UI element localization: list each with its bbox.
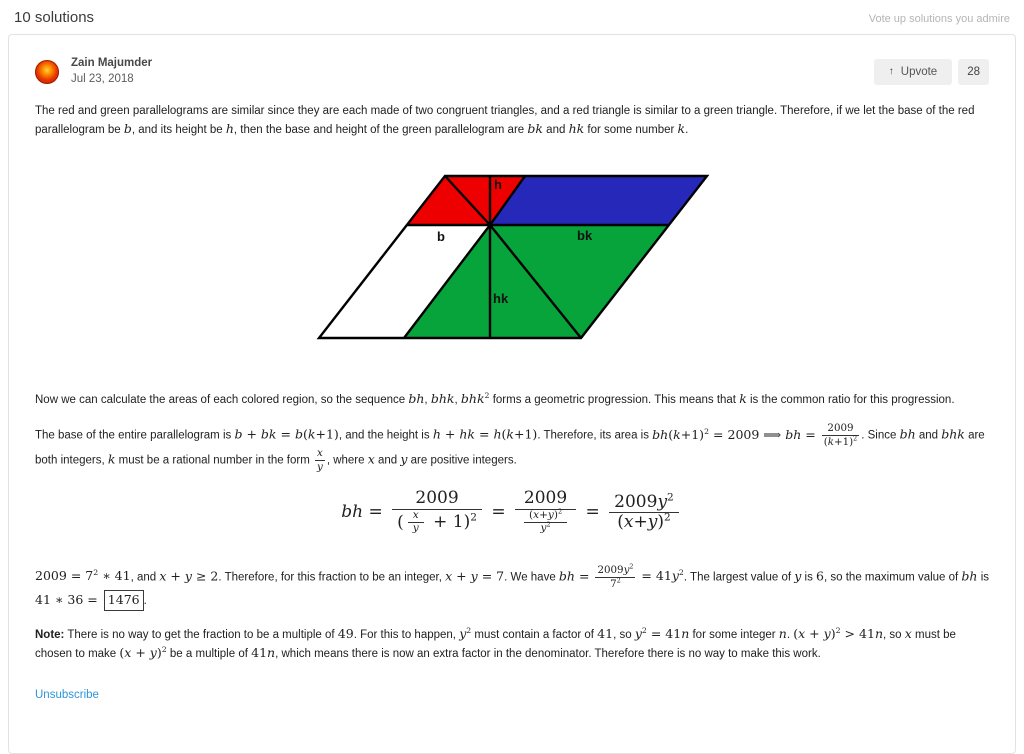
figure-label-hk: hk: [493, 291, 509, 306]
vote-hint-text: Vote up solutions you admire: [868, 13, 1010, 25]
author-name[interactable]: Zain Majumder: [71, 57, 153, 69]
up-arrow-icon: ↑: [888, 66, 894, 77]
page-header: [0, 0, 1024, 31]
display-equation: bh = 2009 ( $\frac{x}{y}$ + 1)$^2$ = $\frac{2009}{\frac{(x+y)^2}{y^2}}$ = $\frac{2009y^2}{(x+y)^2}$: [35, 489, 989, 536]
upvote-count[interactable]: 28: [958, 59, 989, 85]
paragraph-area: The base of the entire parallelogram is b + bk = b(k+1), and the height is h + hk = h(k+1). Therefore, its area is $bh(k+1)^2 = 2009$ ⟹ bh = $\frac{2009}{(k+1)^2}$ . Since bh and bhk are both integers, k must be a rational number in the form $\frac{x}{y}$ , where x and y are positive integers.: [35, 422, 985, 474]
unsubscribe-link[interactable]: Unsubscribe: [35, 688, 99, 701]
page-title: 10 solutions: [14, 9, 95, 26]
parallelogram-figure: [307, 167, 717, 345]
solution-body: [35, 102, 989, 703]
upvote-button[interactable]: [874, 59, 952, 85]
upvote-label: Upvote: [900, 65, 938, 78]
paragraph-progression: Now we can calculate the areas of each colored region, so the sequence bh, bhk, bhk$^2$ forms a geometric progression. This means that k is the common ratio for this progression.: [35, 390, 955, 406]
figure-label-bk: bk: [577, 228, 593, 243]
post-date: Jul 23, 2018: [71, 73, 134, 85]
solution-header: [35, 57, 989, 86]
figure-label-b: b: [437, 229, 445, 244]
solution-card: [8, 34, 1016, 754]
user-avatar[interactable]: [35, 60, 59, 84]
paragraph-note: Note: There is no way to get the fraction to be a multiple of 49. For this to happen, $y^2$ must contain a factor of 41, so $y^2 = 41n$ for some integer n. $(x + y)^2 > 41n$, so x must be chosen to make $(x + y)^2$ be a multiple of 41n, which means there is now an extra factor in the denominator. Therefore there is no way to make this work.: [35, 625, 956, 660]
figure-wrap: [35, 167, 989, 350]
author-block: [71, 57, 152, 86]
figure-label-h: h: [494, 177, 502, 192]
paragraph-answer: $2009 = 7^2$ ∗ 41, and x + y ≥ 2. Therefore, for this fraction to be an integer, x + y = 7. We have bh = $\frac{2009y^2}{7^2}$ = $41y^2$. The largest value of y is 6, so the maximum value of bh is 41 ∗ 36 = 1476 .: [35, 565, 989, 611]
paragraph-intro: The red and green parallelograms are similar since they are each made of two congruent triangles, and a red triangle is similar to a green triangle. Therefore, if we let the base of the red parallelogram be b, and its height be h, then the base and height of the green parallelogram are bk and hk for some number k.: [35, 105, 975, 136]
